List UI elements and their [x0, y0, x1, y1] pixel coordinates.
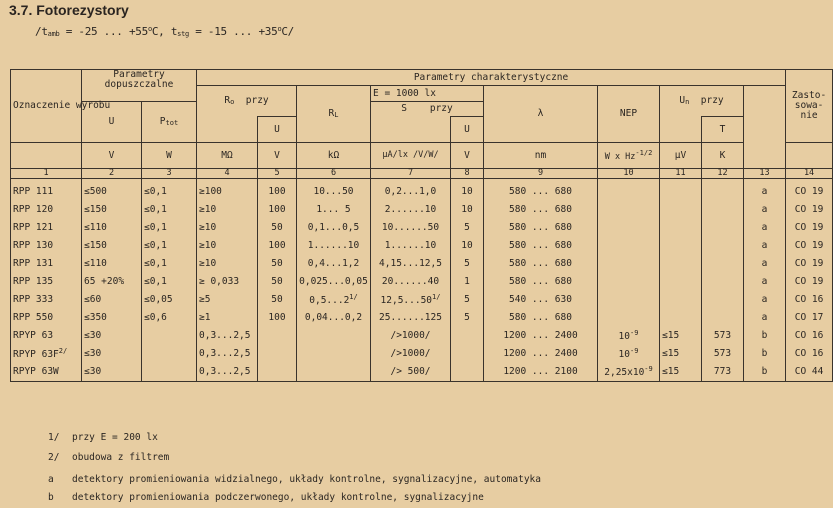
cell-r0: 0,3...2,5 — [197, 327, 258, 345]
conditions-range-stg: = -15 ... +35 — [188, 25, 278, 38]
cell-designation: RPP 131 — [11, 255, 82, 273]
cell-application: a — [744, 291, 786, 309]
cell-rl — [297, 363, 371, 382]
cell-s-u: 5 — [451, 291, 484, 309]
table-row — [11, 273, 833, 291]
table-row — [11, 201, 833, 219]
photoresistor-table — [10, 69, 833, 382]
cell-application: a — [744, 219, 786, 237]
cell-s-u — [451, 327, 484, 345]
cell-lambda: 540 ... 630 — [484, 291, 598, 309]
cell-ptot: ≤0,1 — [142, 237, 197, 255]
cell-r0-u: 100 — [258, 309, 297, 327]
column-number: 2 — [82, 169, 142, 179]
cell-housing: CO 16 — [786, 345, 833, 363]
cell-rl: $0,5...2^{1/}$ — [297, 291, 371, 309]
unit-blank — [11, 143, 82, 169]
cell-u: ≤60 — [82, 291, 142, 309]
table-row — [11, 327, 833, 345]
cell-un — [660, 255, 702, 273]
cell-housing: CO 19 — [786, 201, 833, 219]
cell-t — [702, 237, 744, 255]
cell-r0-u: 100 — [258, 201, 297, 219]
cell-application: a — [744, 201, 786, 219]
conditions-c1: C, t — [151, 25, 178, 38]
cell-s-u: 10 — [451, 201, 484, 219]
cell-s-u: 10 — [451, 237, 484, 255]
cell-s: 4,15...12,5 — [371, 255, 451, 273]
cell-u: ≤150 — [82, 201, 142, 219]
cell-designation: RPYP 63W — [11, 363, 82, 382]
cell-s-u — [451, 345, 484, 363]
column-number: 13 — [744, 169, 786, 179]
cell-un — [660, 237, 702, 255]
header-un-t: T — [702, 117, 744, 143]
cell-housing: CO 44 — [786, 363, 833, 382]
table-row — [11, 179, 833, 202]
header-rl: RL — [297, 86, 371, 143]
cell-nep — [598, 309, 660, 327]
cell-application: b — [744, 363, 786, 382]
unit-t: K — [702, 143, 744, 169]
cell-s-u: 1 — [451, 273, 484, 291]
cell-s: $12,5...50^{1/}$ — [371, 291, 451, 309]
cell-housing: CO 19 — [786, 273, 833, 291]
cell-un — [660, 219, 702, 237]
header-e-condition: E = 1000 lx — [371, 86, 484, 102]
cell-r0: ≥100 — [197, 179, 258, 202]
cell-rl: 0,1...0,5 — [297, 219, 371, 237]
cell-designation: RPP 120 — [11, 201, 82, 219]
cell-ptot: ≤0,1 — [142, 255, 197, 273]
header-r0: Ro przy — [197, 86, 297, 117]
header-u: U — [82, 102, 142, 143]
column-number: 14 — [786, 169, 833, 179]
table-row — [11, 291, 833, 309]
cell-r0-u — [258, 345, 297, 363]
cell-s: />1000/ — [371, 327, 451, 345]
stg-subscript: stg — [177, 30, 189, 38]
unit-ptot: W — [142, 143, 197, 169]
cell-un — [660, 291, 702, 309]
header-designation: Oznaczenie wyrobu — [11, 70, 82, 143]
header-application: Zasto-sowa-nie — [786, 70, 833, 143]
header-lambda: λ — [484, 86, 598, 143]
cell-r0: ≥10 — [197, 219, 258, 237]
cell-s: 10......50 — [371, 219, 451, 237]
cell-nep — [598, 219, 660, 237]
cell-s-u: 10 — [451, 179, 484, 202]
cell-designation: RPP 130 — [11, 237, 82, 255]
cell-designation: RPP 121 — [11, 219, 82, 237]
cell-u: 65 +20% — [82, 273, 142, 291]
cell-ptot: ≤0,1 — [142, 179, 197, 202]
cell-application: b — [744, 345, 786, 363]
cell-t — [702, 291, 744, 309]
unit-r0: MΩ — [197, 143, 258, 169]
cell-rl: 0,04...0,2 — [297, 309, 371, 327]
cell-u: ≤30 — [82, 327, 142, 345]
cell-s-u: 5 — [451, 219, 484, 237]
degree-sign: o — [147, 25, 152, 33]
cell-rl: 0,4...1,2 — [297, 255, 371, 273]
cell-s: /> 500/ — [371, 363, 451, 382]
cell-t — [702, 219, 744, 237]
unit-lambda: nm — [484, 143, 598, 169]
cell-application: a — [744, 179, 786, 202]
cell-u: ≤110 — [82, 255, 142, 273]
unit-rl: kΩ — [297, 143, 371, 169]
cell-nep: $2,25x10^{-9}$ — [598, 363, 660, 382]
cell-r0: ≥10 — [197, 201, 258, 219]
cell-housing: CO 19 — [786, 219, 833, 237]
page-title: 3.7. Fotorezystory — [9, 2, 129, 18]
header-nep: NEP — [598, 86, 660, 143]
column-number: 12 — [702, 169, 744, 179]
unit-s: μA/lx /V/W/ — [371, 143, 451, 169]
cell-un — [660, 201, 702, 219]
unit-r0-u: V — [258, 143, 297, 169]
cell-nep — [598, 237, 660, 255]
cell-r0-u: 100 — [258, 237, 297, 255]
header-s-u: U — [451, 117, 484, 143]
column-number: 1 — [11, 169, 82, 179]
cell-nep — [598, 291, 660, 309]
header-s: S przy — [371, 102, 484, 117]
cell-r0: ≥5 — [197, 291, 258, 309]
cell-nep — [598, 273, 660, 291]
cell-housing: CO 19 — [786, 179, 833, 202]
cell-r0: ≥10 — [197, 237, 258, 255]
cell-t — [702, 273, 744, 291]
table-row — [11, 219, 833, 237]
cell-u: ≤500 — [82, 179, 142, 202]
cell-designation: RPP 550 — [11, 309, 82, 327]
cell-application: a — [744, 237, 786, 255]
column-number: 8 — [451, 169, 484, 179]
table-row — [11, 255, 833, 273]
column-number: 11 — [660, 169, 702, 179]
cell-s: 0,2...1,0 — [371, 179, 451, 202]
cell-s-u: 5 — [451, 255, 484, 273]
cell-s: 20......40 — [371, 273, 451, 291]
cell-lambda: 580 ... 680 — [484, 179, 598, 202]
cell-designation: RPP 333 — [11, 291, 82, 309]
cell-u: ≤350 — [82, 309, 142, 327]
table-row — [11, 309, 833, 327]
cell-un — [660, 273, 702, 291]
cell-designation: RPP 135 — [11, 273, 82, 291]
degree-sign: o — [277, 25, 282, 33]
header-characteristic: Parametry charakterystyczne — [197, 70, 786, 86]
cell-t: 573 — [702, 327, 744, 345]
cell-ptot: ≤0,1 — [142, 273, 197, 291]
cell-u: ≤30 — [82, 345, 142, 363]
cell-u: ≤150 — [82, 237, 142, 255]
cell-u: ≤30 — [82, 363, 142, 382]
cell-ptot — [142, 345, 197, 363]
cell-s: 1......10 — [371, 237, 451, 255]
header-s-blank — [371, 117, 451, 143]
cell-designation: RPP 111 — [11, 179, 82, 202]
cell-housing: CO 16 — [786, 327, 833, 345]
cell-lambda: 580 ... 680 — [484, 201, 598, 219]
cell-nep: $10^{-9}$ — [598, 327, 660, 345]
cell-r0: 0,3...2,5 — [197, 363, 258, 382]
column-number: 10 — [598, 169, 660, 179]
cell-lambda: 580 ... 680 — [484, 309, 598, 327]
table-row — [11, 363, 833, 382]
cell-rl: 1... 5 — [297, 201, 371, 219]
cell-un — [660, 179, 702, 202]
cell-housing: CO 17 — [786, 309, 833, 327]
unit-nep: W x $Hz^{-1/2}$ — [598, 143, 660, 169]
column-number: 4 — [197, 169, 258, 179]
cell-s: />1000/ — [371, 345, 451, 363]
cell-designation: RPYP $63F^{2/}$ — [11, 345, 82, 363]
cell-r0-u — [258, 363, 297, 382]
cell-application: a — [744, 309, 786, 327]
cell-housing: CO 16 — [786, 291, 833, 309]
unit-housing-blank — [786, 143, 833, 169]
cell-t: 573 — [702, 345, 744, 363]
cell-un: ≤15 — [660, 363, 702, 382]
cell-t — [702, 179, 744, 202]
cell-designation: RPYP 63 — [11, 327, 82, 345]
header-ptot: Ptot — [142, 102, 197, 143]
unit-application-blank — [744, 143, 786, 169]
cell-rl: 0,025...0,05 — [297, 273, 371, 291]
cell-r0-u: 50 — [258, 291, 297, 309]
cell-ptot: ≤0,1 — [142, 219, 197, 237]
cell-nep — [598, 201, 660, 219]
cell-ptot: ≤0,05 — [142, 291, 197, 309]
cell-s-u — [451, 363, 484, 382]
cell-nep — [598, 255, 660, 273]
column-number: 5 — [258, 169, 297, 179]
cell-lambda: 580 ... 680 — [484, 273, 598, 291]
cell-lambda: 580 ... 680 — [484, 219, 598, 237]
column-number: 3 — [142, 169, 197, 179]
operating-conditions — [35, 25, 294, 38]
table-row — [11, 237, 833, 255]
table-row — [11, 345, 833, 363]
cell-u: ≤110 — [82, 219, 142, 237]
cell-application: a — [744, 255, 786, 273]
cell-r0-u: 50 — [258, 273, 297, 291]
cell-un: ≤15 — [660, 345, 702, 363]
cell-r0-u: 50 — [258, 255, 297, 273]
cell-nep — [598, 179, 660, 202]
unit-un: μV — [660, 143, 702, 169]
unit-s-u: V — [451, 143, 484, 169]
cell-rl: 1......10 — [297, 237, 371, 255]
cell-un: ≤15 — [660, 327, 702, 345]
header-un: Un przy — [660, 86, 744, 117]
header-un-blank — [660, 117, 702, 143]
conditions-c2: C/ — [281, 25, 295, 38]
cell-rl — [297, 345, 371, 363]
unit-u: V — [82, 143, 142, 169]
cell-lambda: 580 ... 680 — [484, 237, 598, 255]
cell-rl — [297, 327, 371, 345]
cell-r0: ≥1 — [197, 309, 258, 327]
amb-subscript: amb — [47, 30, 60, 38]
cell-t — [702, 309, 744, 327]
cell-rl: 10...50 — [297, 179, 371, 202]
cell-lambda: 1200 ... 2100 — [484, 363, 598, 382]
header-r0-blank — [197, 117, 258, 143]
cell-nep: $10^{-9}$ — [598, 345, 660, 363]
cell-s: 2......10 — [371, 201, 451, 219]
cell-lambda: 1200 ... 2400 — [484, 327, 598, 345]
cell-r0: ≥10 — [197, 255, 258, 273]
cell-lambda: 1200 ... 2400 — [484, 345, 598, 363]
cell-s: 25......125 — [371, 309, 451, 327]
column-number: 7 — [371, 169, 451, 179]
cell-un — [660, 309, 702, 327]
conditions-range-amb: = -25 ... +55 — [59, 25, 148, 38]
cell-lambda: 580 ... 680 — [484, 255, 598, 273]
cell-housing: CO 19 — [786, 237, 833, 255]
conditions-open: /t — [35, 25, 48, 38]
table-body — [11, 179, 833, 382]
cell-housing: CO 19 — [786, 255, 833, 273]
cell-t — [702, 255, 744, 273]
cell-s-u: 5 — [451, 309, 484, 327]
cell-r0-u: 50 — [258, 219, 297, 237]
cell-application: a — [744, 273, 786, 291]
cell-t — [702, 201, 744, 219]
header-permissible: Parametry dopuszczalne — [82, 70, 197, 102]
cell-r0: ≥ 0,033 — [197, 273, 258, 291]
cell-ptot: ≤0,6 — [142, 309, 197, 327]
cell-ptot: ≤0,1 — [142, 201, 197, 219]
cell-r0-u — [258, 327, 297, 345]
column-number: 6 — [297, 169, 371, 179]
header-r0-u: U — [258, 117, 297, 143]
cell-r0-u: 100 — [258, 179, 297, 202]
cell-ptot — [142, 363, 197, 382]
cell-application: b — [744, 327, 786, 345]
cell-ptot — [142, 327, 197, 345]
cell-r0: 0,3...2,5 — [197, 345, 258, 363]
cell-t: 773 — [702, 363, 744, 382]
column-number: 9 — [484, 169, 598, 179]
